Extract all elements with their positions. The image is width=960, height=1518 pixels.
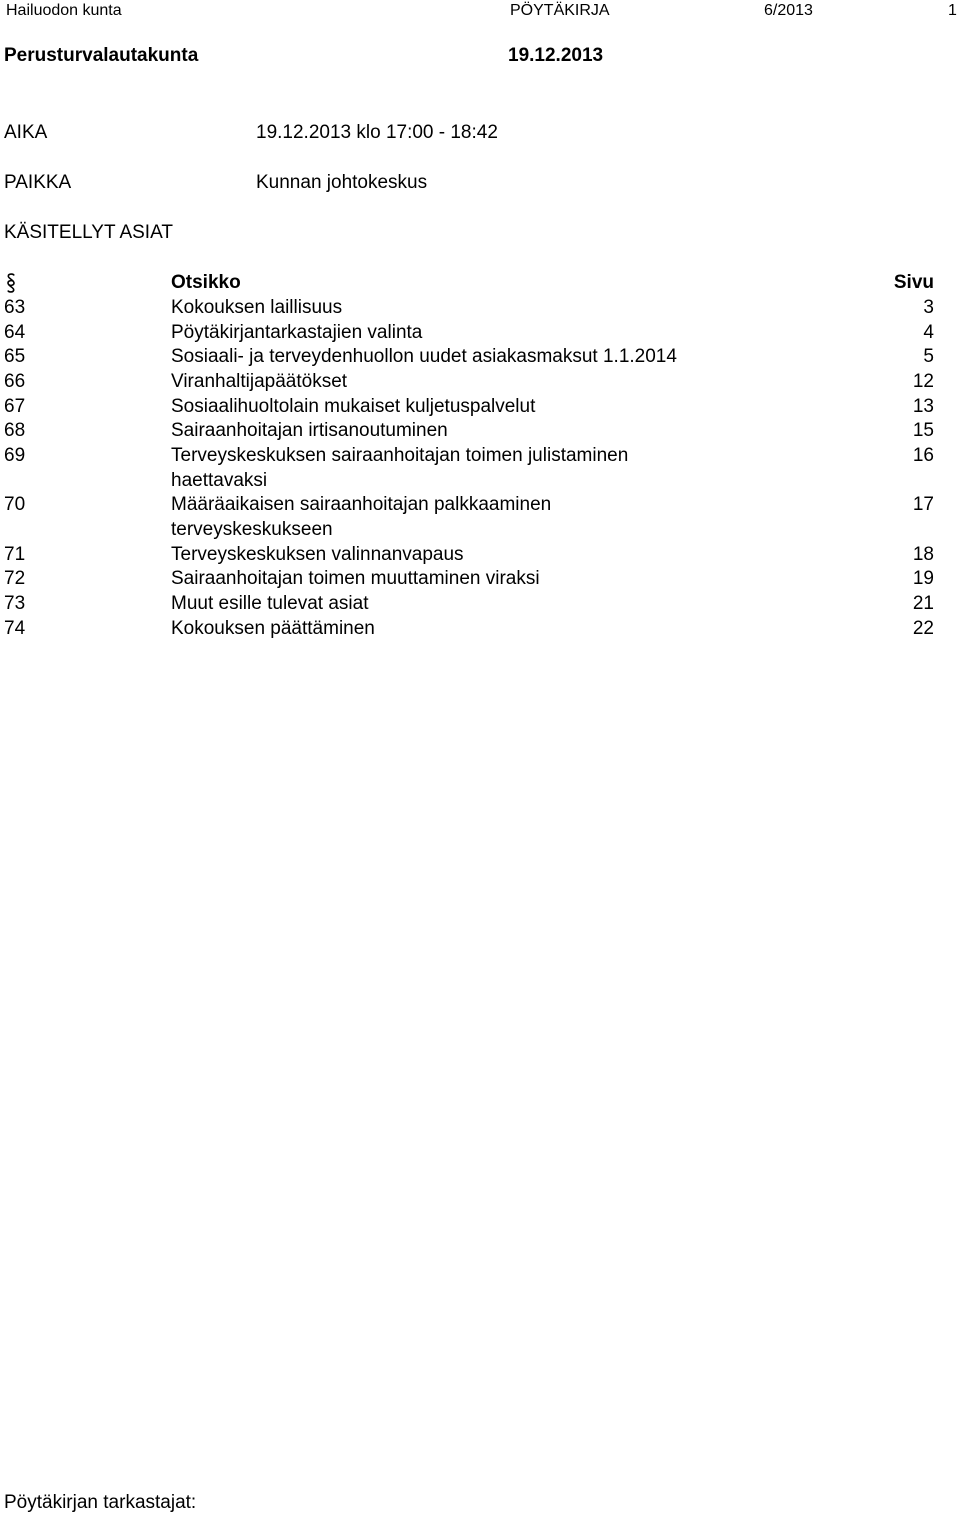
item-number: 72 bbox=[4, 568, 26, 589]
section-title: KÄSITELLYT ASIAT bbox=[4, 222, 173, 243]
item-number: 65 bbox=[4, 346, 26, 367]
section-sign-icon bbox=[6, 272, 16, 294]
item-number: 68 bbox=[4, 420, 26, 441]
item-page: 22 bbox=[912, 618, 934, 639]
item-title: Pöytäkirjantarkastajien valinta bbox=[171, 322, 423, 343]
time-value: 19.12.2013 klo 17:00 - 18:42 bbox=[256, 122, 498, 143]
item-number: 63 bbox=[4, 297, 26, 318]
item-title: Viranhaltijapäätökset bbox=[171, 371, 348, 392]
place-value: Kunnan johtokeskus bbox=[256, 172, 428, 193]
item-page: 17 bbox=[912, 494, 934, 515]
item-number: 69 bbox=[4, 445, 26, 466]
item-page: 3 bbox=[923, 297, 934, 318]
table-row bbox=[0, 396, 960, 420]
item-number: 73 bbox=[4, 593, 26, 614]
column-page-header: Sivu bbox=[893, 272, 934, 293]
item-number: 64 bbox=[4, 322, 26, 343]
table-row bbox=[0, 346, 960, 370]
table-row bbox=[0, 297, 960, 321]
item-page: 16 bbox=[912, 445, 934, 466]
table-row-continuation bbox=[0, 470, 960, 494]
table-row bbox=[0, 618, 960, 642]
item-title: Sairaanhoitajan toimen muuttaminen viraksi bbox=[171, 568, 540, 589]
item-page: 13 bbox=[912, 396, 934, 417]
time-label: AIKA bbox=[4, 122, 48, 143]
table-row bbox=[0, 445, 960, 469]
item-page: 19 bbox=[912, 568, 934, 589]
document-number: 6/2013 bbox=[764, 2, 813, 19]
table-row bbox=[0, 322, 960, 346]
place-label: PAIKKA bbox=[4, 172, 72, 193]
item-page: 12 bbox=[912, 371, 934, 392]
item-title: Kokouksen päättäminen bbox=[171, 618, 375, 639]
column-title-header: Otsikko bbox=[171, 272, 241, 293]
item-page: 4 bbox=[923, 322, 934, 343]
item-title: Sosiaali- ja terveydenhuollon uudet asiakasmaksut 1.1.2014 bbox=[171, 346, 677, 367]
item-number: 70 bbox=[4, 494, 26, 515]
item-title: Terveyskeskuksen valinnanvapaus bbox=[171, 544, 464, 565]
meeting-date: 19.12.2013 bbox=[508, 45, 604, 66]
table-row bbox=[0, 568, 960, 592]
item-title: Sosiaalihuoltolain mukaiset kuljetuspalvelut bbox=[171, 396, 536, 417]
item-number: 71 bbox=[4, 544, 26, 565]
item-title-continuation: haettavaksi bbox=[171, 470, 268, 491]
item-page: 15 bbox=[912, 420, 934, 441]
item-title: Terveyskeskuksen sairaanhoitajan toimen julistaminen bbox=[171, 445, 629, 466]
page-number: 1 bbox=[948, 2, 957, 19]
table-row-continuation bbox=[0, 519, 960, 543]
item-number: 66 bbox=[4, 371, 26, 392]
agenda-header-row bbox=[0, 272, 960, 296]
table-row bbox=[0, 593, 960, 617]
item-title-continuation: terveyskeskukseen bbox=[171, 519, 333, 540]
item-page: 18 bbox=[912, 544, 934, 565]
document-type: PÖYTÄKIRJA bbox=[510, 2, 610, 19]
inspectors-label: Pöytäkirjan tarkastajat: bbox=[4, 1492, 197, 1513]
item-title: Kokouksen laillisuus bbox=[171, 297, 343, 318]
item-title: Sairaanhoitajan irtisanoutuminen bbox=[171, 420, 448, 441]
item-page: 21 bbox=[912, 593, 934, 614]
table-row bbox=[0, 371, 960, 395]
item-number: 67 bbox=[4, 396, 26, 417]
table-row bbox=[0, 420, 960, 444]
municipality-name: Hailuodon kunta bbox=[6, 2, 122, 19]
item-title: Muut esille tulevat asiat bbox=[171, 593, 369, 614]
item-page: 5 bbox=[923, 346, 934, 367]
item-number: 74 bbox=[4, 618, 26, 639]
committee-name: Perusturvalautakunta bbox=[4, 45, 199, 66]
item-title: Määräaikaisen sairaanhoitajan palkkaaminen bbox=[171, 494, 552, 515]
table-row bbox=[0, 494, 960, 518]
table-row bbox=[0, 544, 960, 568]
